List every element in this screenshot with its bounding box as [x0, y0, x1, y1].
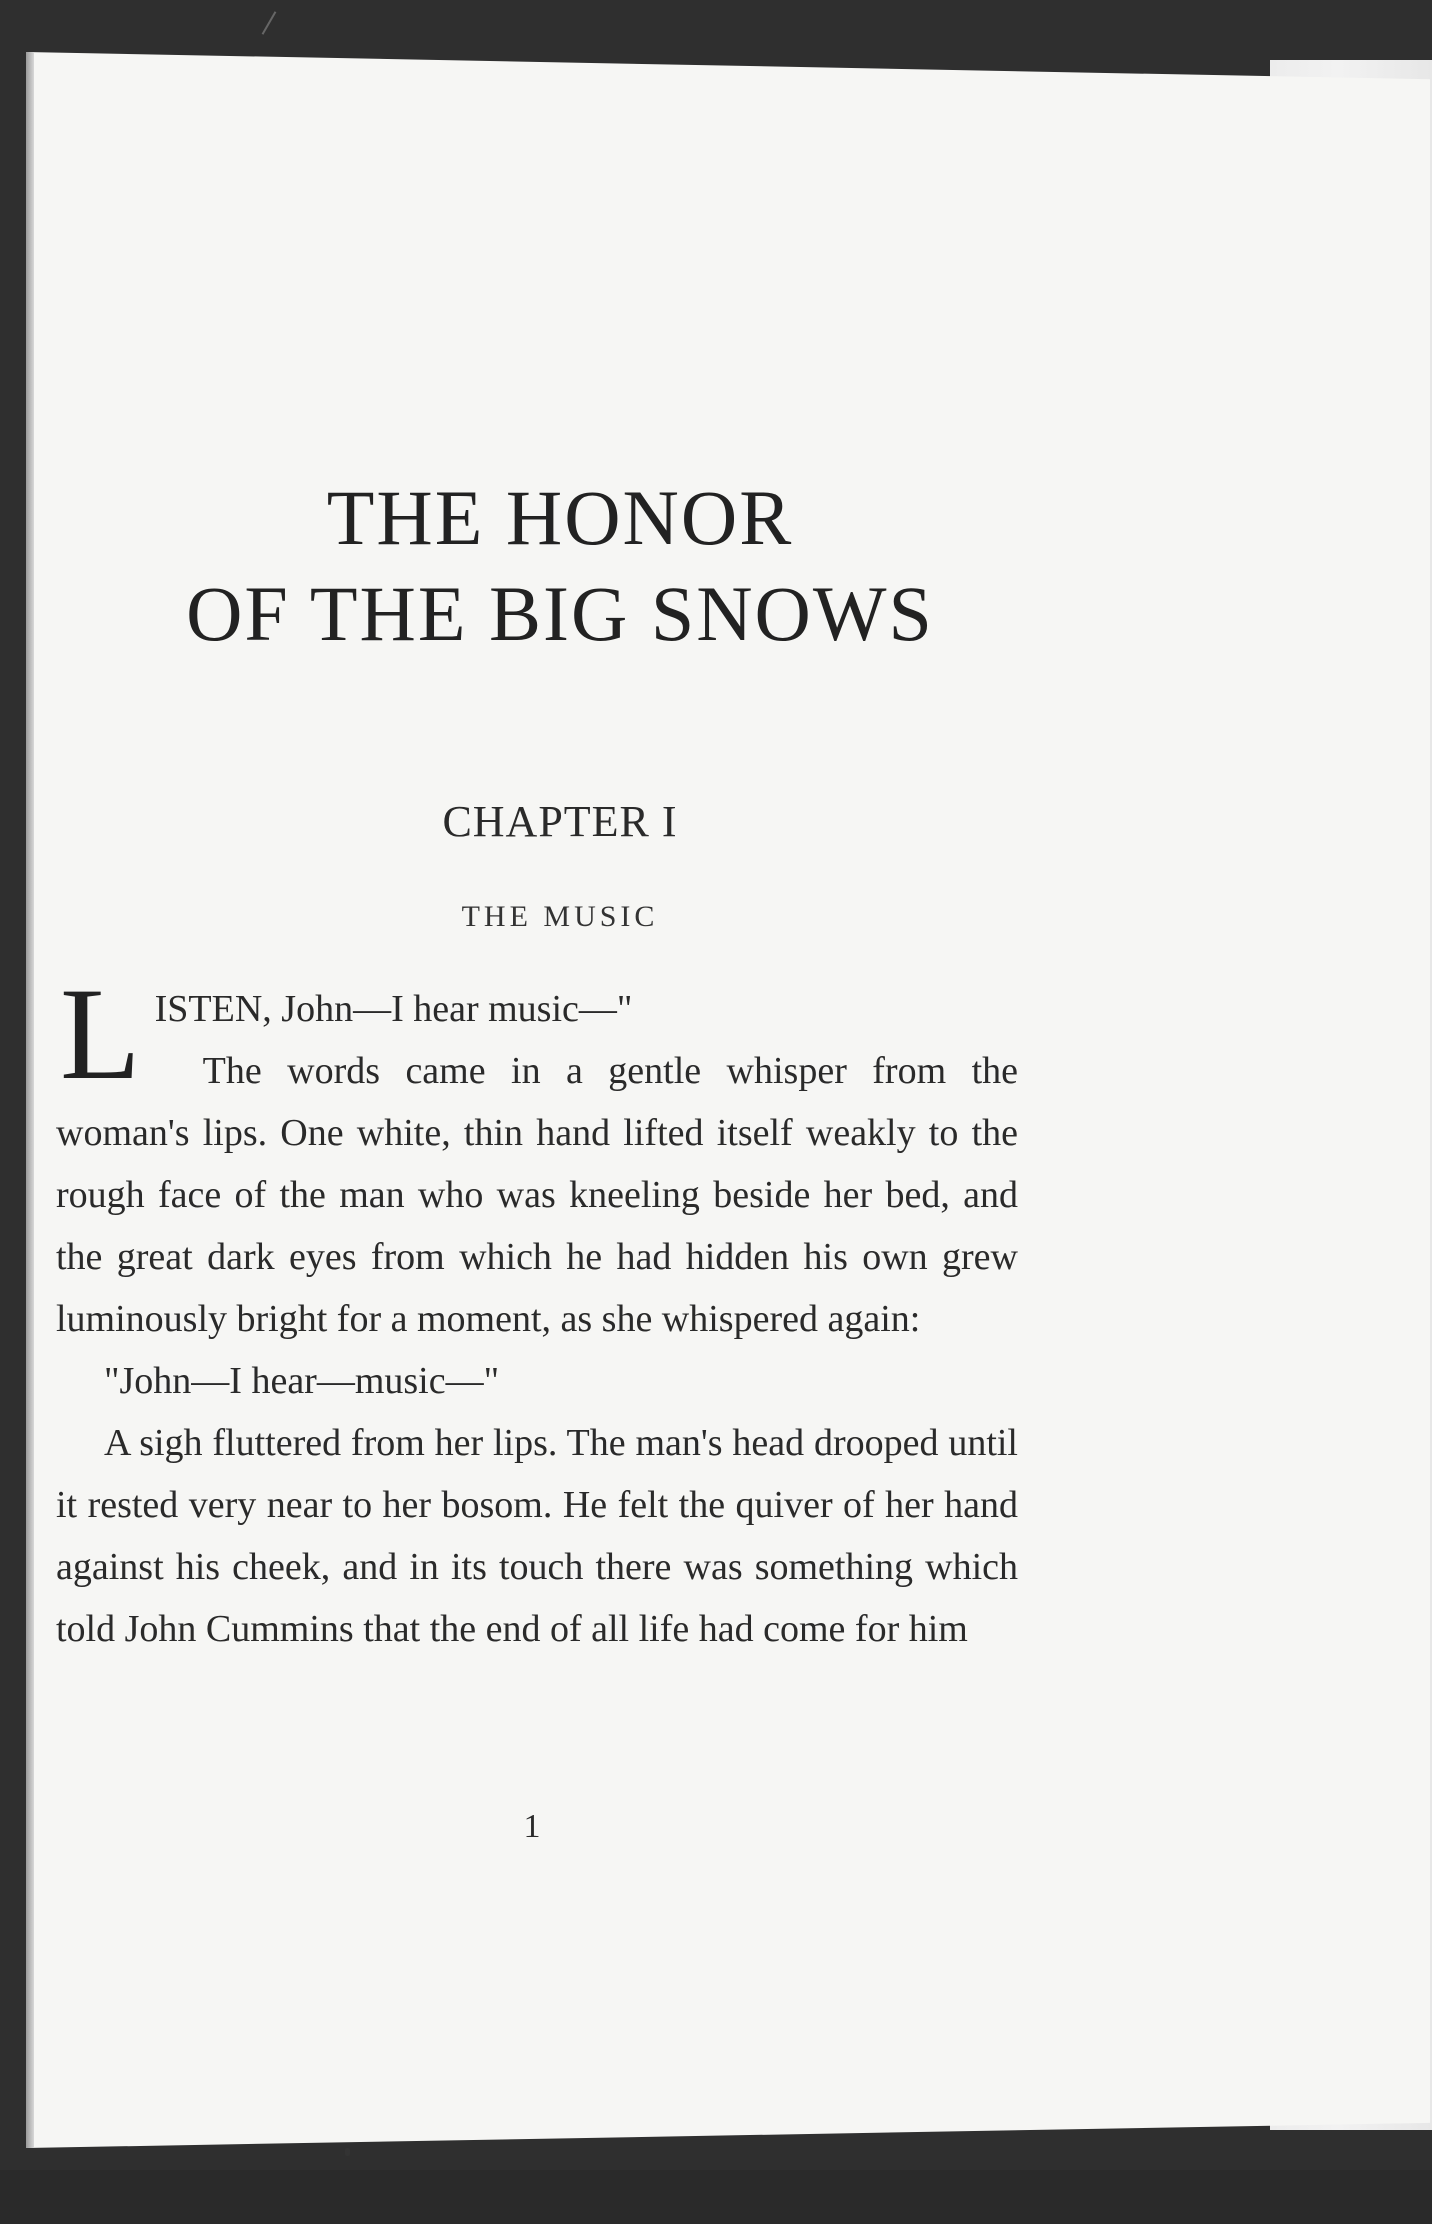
chapter-heading: CHAPTER I [442, 797, 678, 846]
scan-scratch-mark [262, 11, 277, 35]
paragraph-2: The words came in a gentle whisper from the woman's lips. One white, thin hand lifted itself weakly to the rough face of the man who was kneeling beside her bed, and the great dark eyes from which he had hidden his own grew luminously bright for a moment, as she whispered again: [56, 1050, 1018, 1340]
paragraph-1-text: ISTEN, John—I hear music—" [154, 988, 633, 1030]
paragraph-3: "John—I hear—music—" [104, 1360, 500, 1402]
paragraph-1 [56, 960, 1018, 1107]
chapter-body-text [56, 960, 1018, 1660]
book-title [60, 470, 1060, 662]
scan-bottom-border [0, 2170, 1432, 2224]
page-spine-edge [26, 52, 34, 2148]
scan-speck [345, 2148, 350, 2156]
chapter-subtitle: THE MUSIC [461, 900, 659, 933]
paragraph-4: A sigh fluttered from her lips. The man's head drooped until it rested very near to her bosom. He felt the quiver of her hand against his cheek, and in its touch there was something which told John Cummins that the end of all life had come for him [56, 1422, 1018, 1650]
book-title-line-1: THE HONOR [326, 474, 794, 561]
book-title-line-2: OF THE BIG SNOWS [186, 570, 934, 657]
page-number: 1 [523, 1808, 541, 1845]
drop-cap: L [60, 960, 141, 1107]
